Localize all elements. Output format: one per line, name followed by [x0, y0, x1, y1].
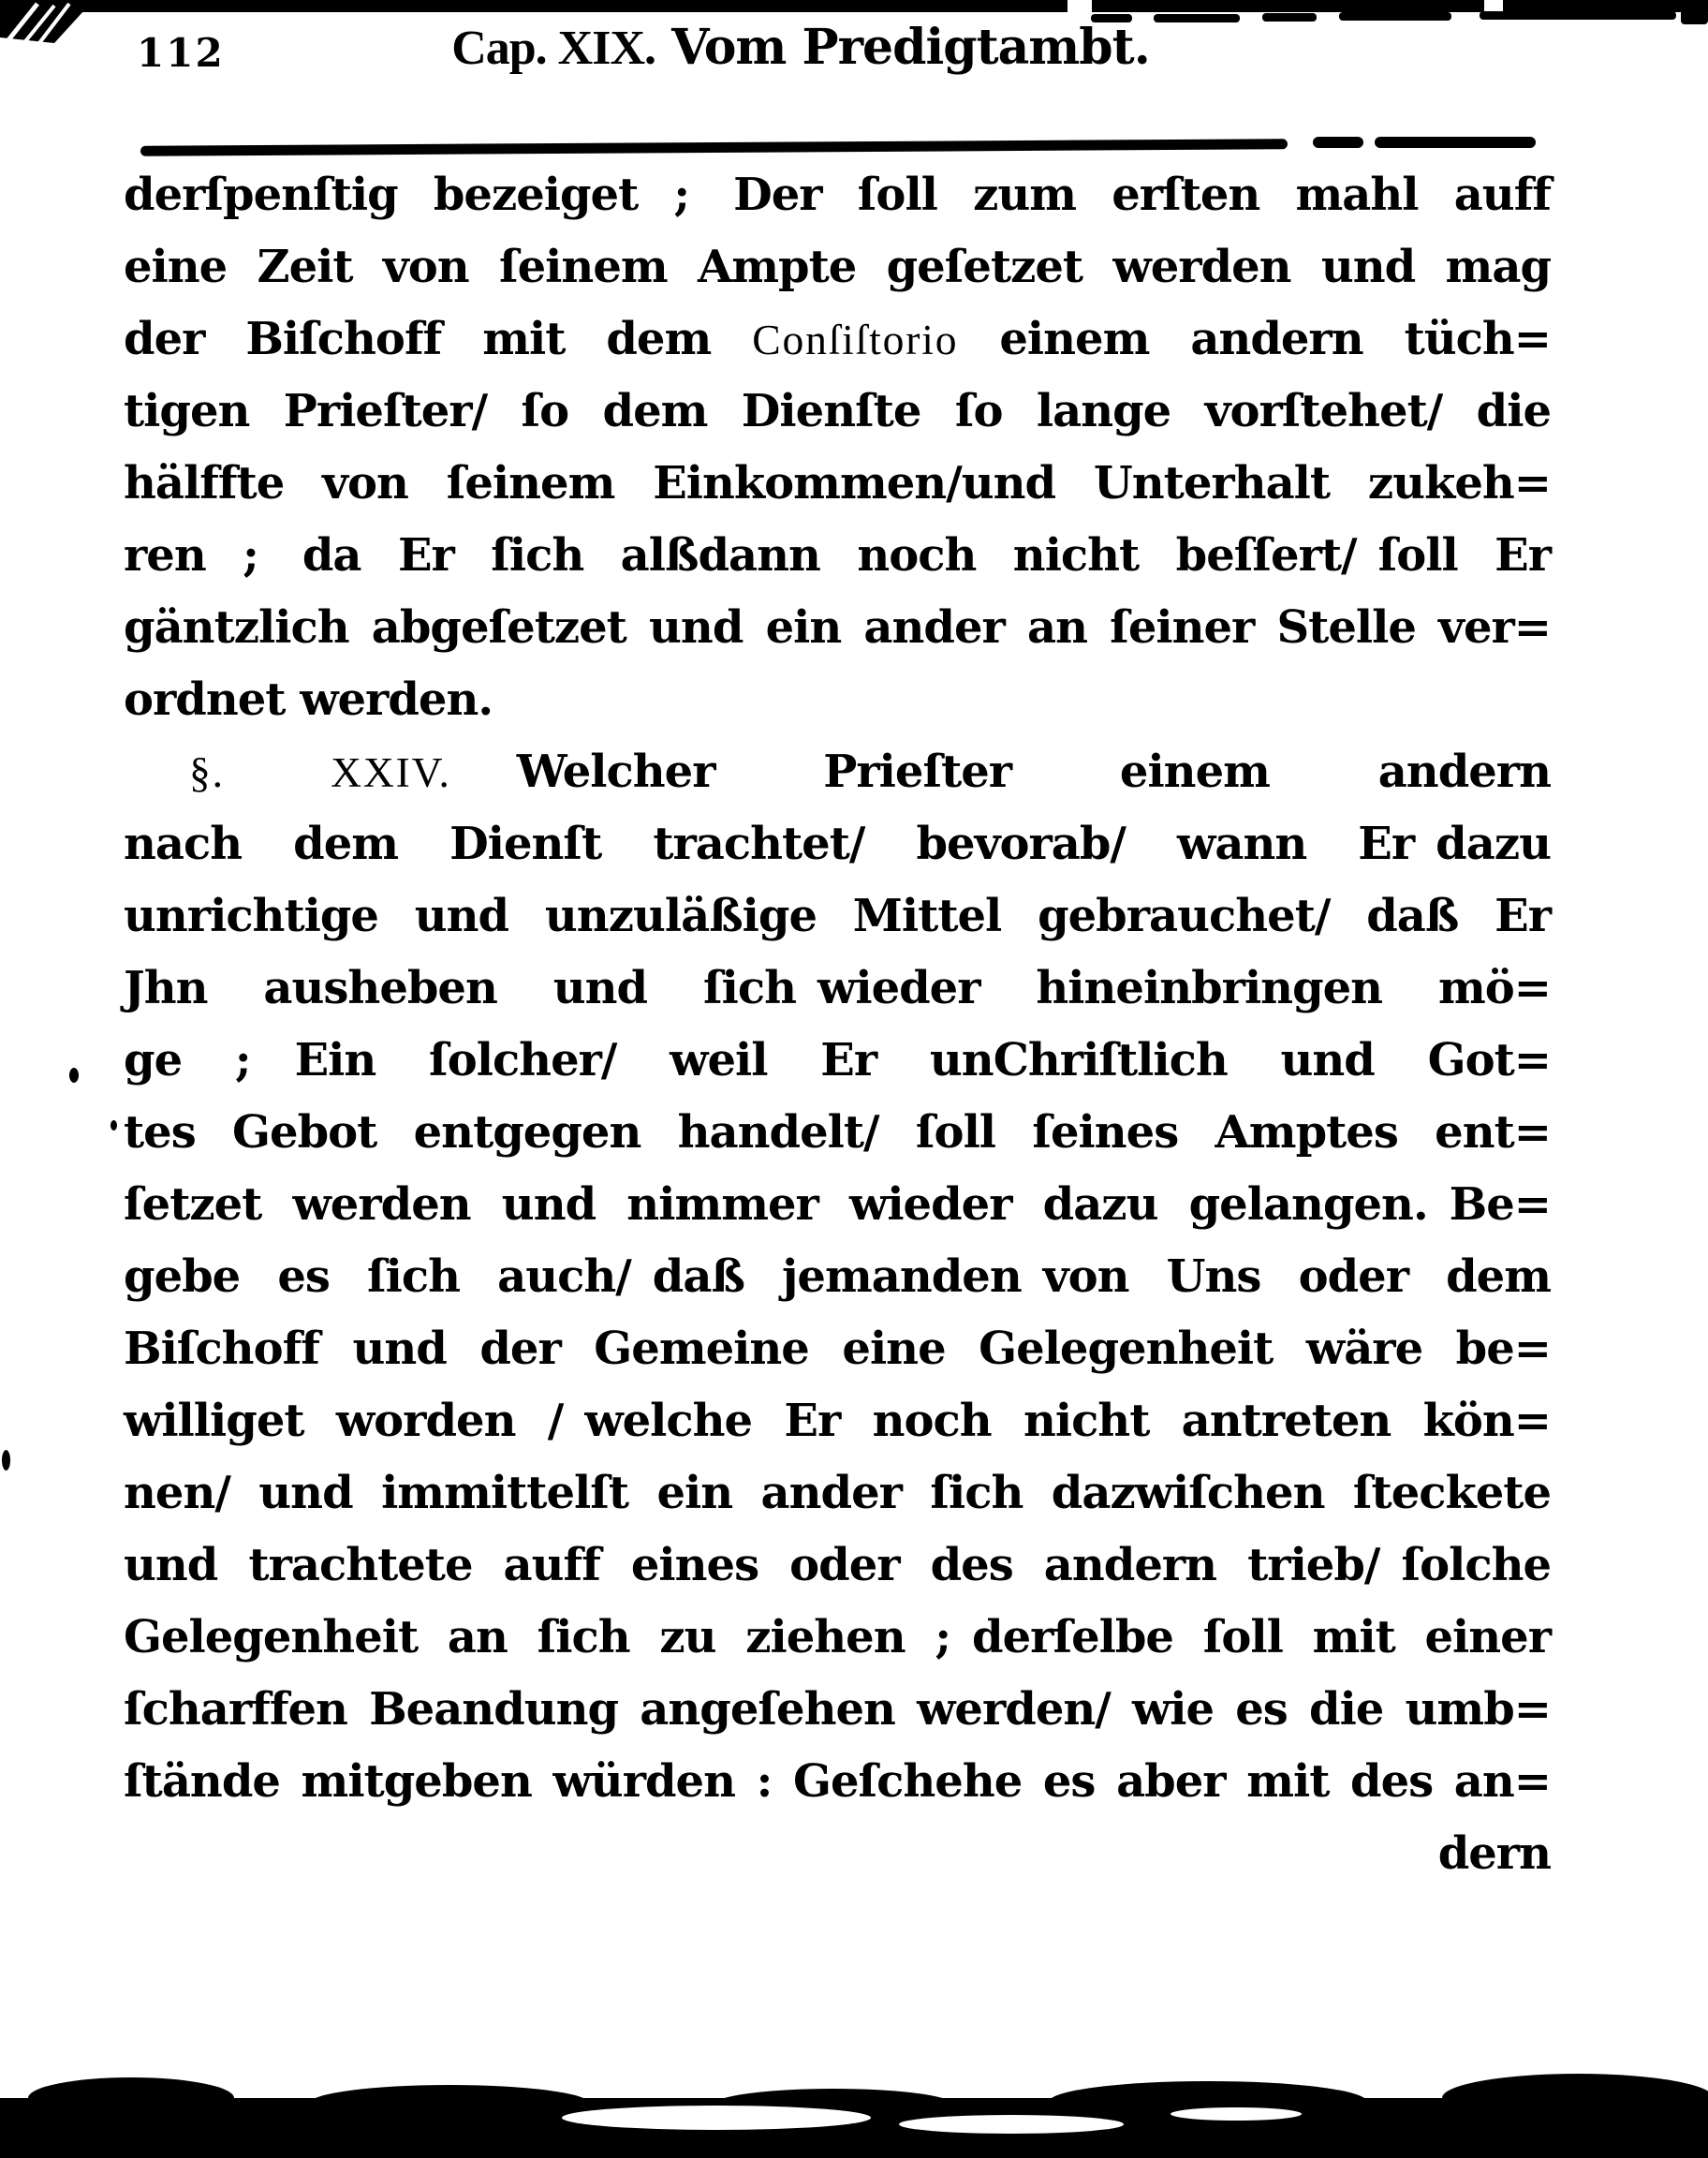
text-line: gebe es ſich auch/ daß jemanden von Uns oder dem: [124, 1250, 1551, 1303]
scan-edge-top: [0, 0, 1708, 12]
scan-streak: [562, 2106, 871, 2130]
ink-speck: [2, 1450, 10, 1471]
text-line: derſpenſtig bezeiget ; Der ſoll zum erſten mahl auff: [124, 169, 1551, 221]
antiqua-text: §. XXIV.: [189, 748, 451, 796]
text-line: Biſchoff und der Gemeine eine Gelegenheit wäre be=: [124, 1323, 1551, 1375]
text-line: ge ; Ein ſolcher/ weil Er unChriſtlich und Got=: [124, 1034, 1551, 1086]
paragraph-continued: [124, 159, 1551, 736]
chapter-title: Vom Predigtambt.: [671, 19, 1150, 76]
text-line: eine Zeit von ſeinem Ampte geſetzet werden und mag: [124, 241, 1551, 293]
scan-streak: [899, 2115, 1124, 2134]
header-rule: [140, 139, 1288, 155]
text-line: der Biſchoff mit dem Conſiſtorio einem andern tüch=: [124, 313, 1551, 365]
scan-edge-gap: [1068, 0, 1092, 12]
header-rule-dash: [1313, 137, 1363, 148]
antiqua-text: Conſiſtorio: [752, 316, 959, 363]
scan-streak: [1171, 2107, 1302, 2121]
text-line: ren ; da Er ſich alßdann noch nicht beſſert/ ſoll Er: [124, 529, 1551, 582]
body-text: [124, 159, 1551, 1890]
text-line: Jhn ausheben und ſich wieder hineinbringen mö=: [124, 962, 1551, 1014]
text-line: tes Gebot entgegen handelt/ ſoll ſeines Amptes ent=: [124, 1106, 1551, 1159]
text-line: nach dem Dienſt trachtet/ bevorab/ wann Er dazu: [124, 818, 1551, 870]
text-line: ſtände mitgeben würden : Geſchehe es aber mit des an=: [124, 1755, 1551, 1808]
scan-edge-bottom: [0, 2098, 1708, 2158]
text-line: tigen Prieſter/ ſo dem Dienſte ſo lange vorſtehet/ die: [124, 385, 1551, 437]
text-line: und trachtete auff eines oder des andern trieb/ ſolche: [124, 1539, 1551, 1591]
running-header: [140, 19, 1461, 76]
scan-corner-blob: [0, 0, 103, 49]
paragraph-xxiv: [124, 736, 1551, 1818]
text-line: Gelegenheit an ſich zu ziehen ; derſelbe ſoll mit einer: [124, 1611, 1551, 1663]
page-number: 112: [137, 30, 225, 76]
text-line: ſcharffen Beandung angeſehen werden/ wie es die umb=: [124, 1683, 1551, 1736]
text-line: williget worden / welche Er noch nicht antreten kön=: [124, 1395, 1551, 1447]
ink-speck: [69, 1068, 79, 1083]
text-line: §. XXIV. Welcher Prieſter einem andern: [189, 746, 1551, 798]
chapter-label: Cap. XIX.: [451, 22, 656, 75]
text-line: unrichtige und unzuläßige Mittel gebrauchet/ daß Er: [124, 890, 1551, 942]
text-line: hälffte von ſeinem Einkommen/und Unterhalt zukeh=: [124, 457, 1551, 510]
text-line: ſetzet werden und nimmer wieder dazu gelangen. Be=: [124, 1178, 1551, 1231]
catchword: dern: [1437, 1827, 1551, 1880]
text-line: ordnet werden.: [124, 673, 493, 726]
ink-speck: [110, 1120, 117, 1131]
text-line: nen/ und immittelſt ein ander ſich dazwiſchen ſteckete: [124, 1467, 1551, 1519]
header-rule-dash: [1375, 137, 1536, 148]
text-line: gäntzlich abgeſetzet und ein ander an ſeiner Stelle ver=: [124, 601, 1551, 654]
